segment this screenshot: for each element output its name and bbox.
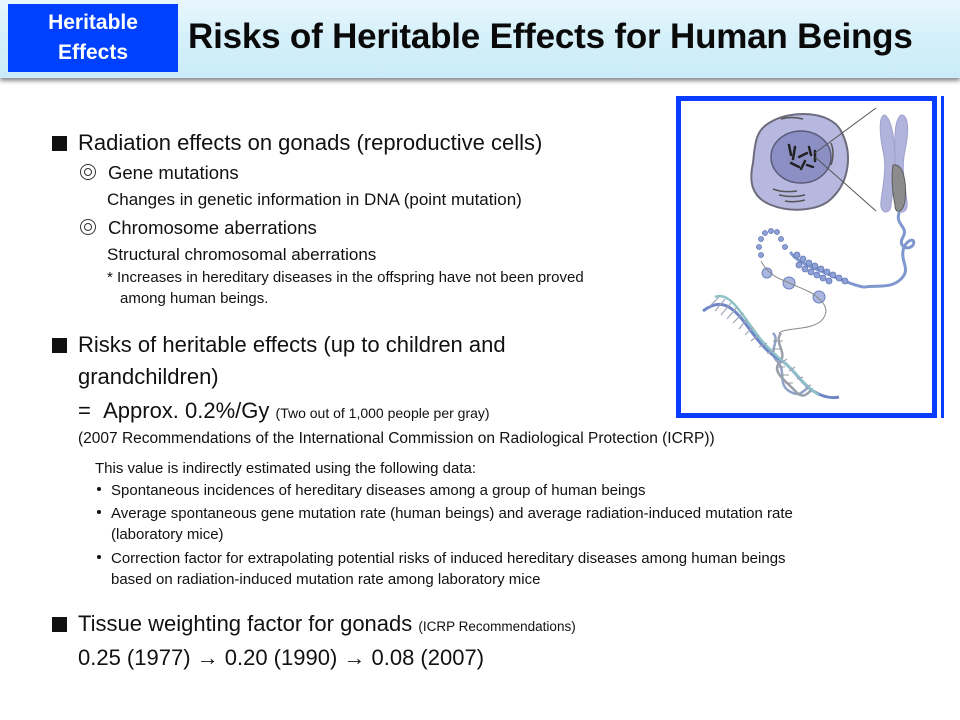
chromatin-fiber-icon (791, 213, 914, 287)
bullet-dot-icon (97, 555, 101, 559)
dna-figure-frame (676, 96, 937, 418)
slide-header (0, 0, 960, 78)
gene-mutations-label: Gene mutations (108, 162, 239, 183)
estimation-item-1-text: Spontaneous incidences of hereditary diseases among a group of human beings (111, 482, 646, 499)
square-bullet-icon (52, 617, 67, 632)
dna-double-helix-icon (703, 296, 839, 398)
equals-sign: = (78, 398, 91, 423)
section-2-heading-line1: Risks of heritable effects (up to children and (78, 332, 506, 357)
bullet-dot-icon (97, 510, 101, 514)
estimation-item-1 (97, 481, 646, 500)
square-bullet-icon (52, 338, 67, 353)
square-bullet-icon (52, 136, 67, 151)
bullet-dot-icon (97, 487, 101, 491)
slide-title: Risks of Heritable Effects for Human Beings (188, 17, 913, 56)
hereditary-note-line1: * Increases in hereditary diseases in the offspring have not been proved (107, 269, 584, 286)
estimation-item-2 (97, 504, 793, 523)
section-tag-line2: Effects (57, 41, 129, 64)
risk-value-note: (Two out of 1,000 people per gray) (275, 405, 490, 421)
cell-icon (751, 114, 848, 210)
estimation-item-3-cont: based on radiation-induced mutation rate among laboratory mice (111, 571, 541, 588)
estimation-item-3-text: Correction factor for extrapolating potential risks of induced hereditary diseases among human beings (111, 550, 786, 567)
section-3-heading-note: (ICRP Recommendations) (418, 619, 576, 634)
estimation-intro: This value is indirectly estimated using the following data: (95, 460, 477, 477)
section-tag (8, 4, 178, 72)
risk-value: Approx. 0.2%/Gy (103, 398, 270, 423)
section-3-heading-row (78, 610, 576, 641)
tissue-weighting-values: 0.25 (1977) → 0.20 (1990) → 0.08 (2007) (78, 645, 485, 670)
icrp-source: (2007 Recommendations of the International Commission on Radiological Protection (ICRP)) (78, 430, 715, 447)
estimation-item-2-text: Average spontaneous gene mutation rate (human beings) and average radiation-induced mutation rate (111, 505, 793, 522)
chromosome-aberrations-label: Chromosome aberrations (108, 217, 317, 238)
chromosome-icon (880, 115, 907, 212)
section-2-heading-line2: grandchildren) (78, 364, 219, 389)
double-circle-icon (80, 219, 96, 235)
section-3-heading: Tissue weighting factor for gonads (78, 611, 413, 636)
gene-mutations-item (80, 161, 239, 185)
hereditary-note-line2: among human beings. (120, 290, 269, 307)
chromosome-aberrations-detail: Structural chromosomal aberrations (107, 245, 377, 264)
double-circle-icon (80, 164, 96, 180)
estimation-item-3 (97, 549, 786, 568)
risk-value-row (78, 397, 490, 427)
estimation-item-2-cont: (laboratory mice) (111, 526, 224, 543)
section-1-heading: Radiation effects on gonads (reproductive cells) (78, 130, 543, 155)
chromosome-aberrations-item (80, 216, 317, 240)
cell-chromosome-dna-illustration (681, 101, 932, 413)
gene-mutations-detail: Changes in genetic information in DNA (point mutation) (107, 190, 522, 209)
section-tag-line1: Heritable (48, 11, 138, 34)
